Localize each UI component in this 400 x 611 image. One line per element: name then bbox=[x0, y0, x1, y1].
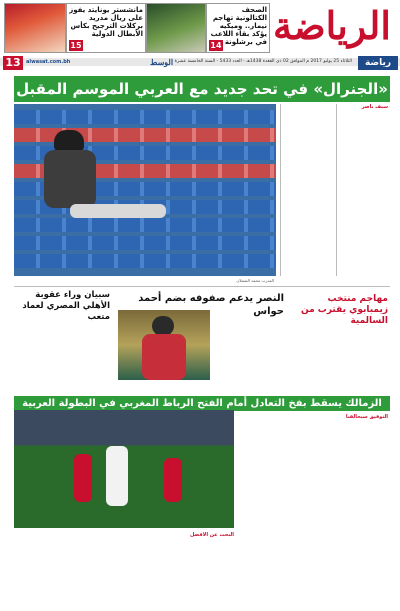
zamalek-headline: الزمالك يسقط بفخ التعادل أمام الفتح الرباط المغربي في البطولة العربية bbox=[14, 396, 390, 411]
teaser-photo-image bbox=[147, 4, 205, 52]
subhead-1: التوفيق سيحالفنا bbox=[345, 414, 388, 420]
teaser-text: الصحف الكتالونية تهاجم نيمار.. وميكيه يؤكد بقاء اللاعب في برشلونة bbox=[210, 6, 267, 46]
player-head bbox=[152, 316, 174, 336]
section-divider bbox=[14, 286, 390, 287]
teaser-photo[interactable] bbox=[146, 3, 206, 53]
nasr-story-text bbox=[214, 310, 284, 390]
player-body bbox=[142, 334, 186, 380]
zambia-story-text bbox=[292, 320, 388, 390]
teaser-text: مانشستر يونايتد يفوز على ريال مدريد بركلات الترجيح بكأس الأبطال الدولية bbox=[69, 6, 143, 38]
person-head bbox=[54, 130, 84, 152]
zamalek-match-photo bbox=[14, 410, 234, 528]
zamalek-story-text bbox=[240, 414, 310, 604]
main-photo bbox=[14, 104, 276, 276]
teaser-neymar[interactable] bbox=[206, 3, 270, 53]
zamalek-lower-text bbox=[14, 532, 234, 604]
nasr-story-title: النصر يدعم صفوفه بضم أحمد حواس bbox=[138, 293, 284, 317]
column-divider bbox=[336, 104, 337, 276]
main-photo-caption: المدرب محمد الشملان bbox=[236, 278, 274, 283]
ahly-story-title: سبيان وراء عقوبة الأهلي المصري لعماد متعب bbox=[22, 290, 110, 322]
issue-date-text: الثلاثاء 25 يوليو 2017 م الموافق 02 ذي القعدة 1438هـ - العدد 5433 - السنة الخامسة عشرة bbox=[174, 59, 352, 64]
teaser-photo-left[interactable] bbox=[4, 3, 66, 53]
ahly-story-text bbox=[14, 315, 110, 393]
person-body bbox=[44, 150, 96, 208]
column-divider bbox=[280, 104, 281, 276]
player-white bbox=[106, 446, 128, 506]
person-legs bbox=[70, 204, 166, 218]
section-tag: رياضة bbox=[358, 56, 398, 70]
teaser-photo-image bbox=[5, 4, 65, 52]
teaser-page-number: 14 bbox=[210, 41, 222, 50]
subhead-0: البحث عن الأفضل bbox=[189, 532, 234, 538]
zambia-story-title: مهاجم منتخب زيمبابوي يقترب من السالمية bbox=[300, 294, 388, 326]
teaser-manutd[interactable] bbox=[66, 3, 146, 53]
main-headline: «الجنرال» في تحد جديد مع العربي الموسم المقبل bbox=[14, 76, 390, 102]
player-red bbox=[74, 454, 92, 502]
teaser-page-number: 15 bbox=[70, 41, 82, 50]
zamalek-story-text-2 bbox=[316, 414, 388, 604]
player-red bbox=[164, 458, 182, 502]
main-byline: سيف ناصر bbox=[361, 104, 388, 110]
nasr-player-photo bbox=[118, 310, 210, 380]
paper-name: الوسط bbox=[150, 57, 174, 67]
page-number: 13 bbox=[3, 56, 23, 70]
newspaper-logo: الرياضة bbox=[273, 3, 391, 48]
website-link[interactable]: alwasat.com.bh bbox=[26, 59, 71, 65]
